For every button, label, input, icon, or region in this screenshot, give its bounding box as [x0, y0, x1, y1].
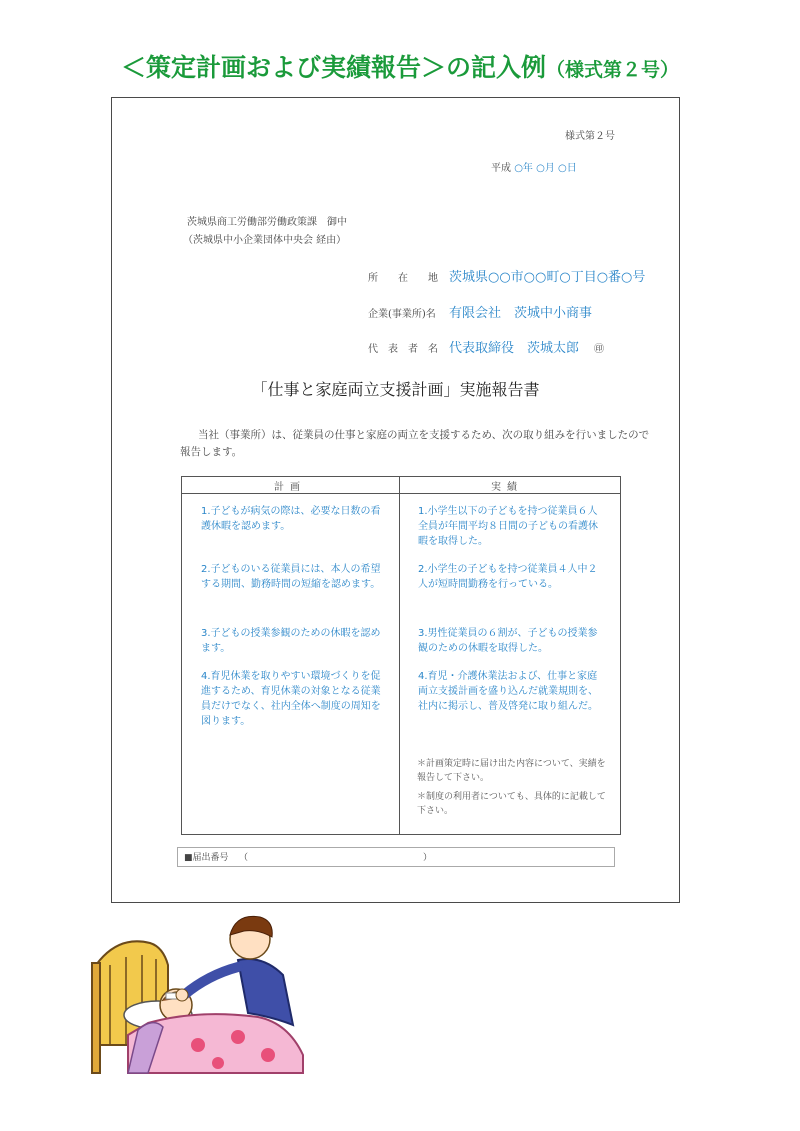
- notice-number-label: ■届出番号: [184, 853, 229, 863]
- report-form: [111, 97, 680, 903]
- table-divider: [399, 477, 400, 834]
- result-header: 実績: [491, 482, 523, 493]
- plan-item-4: 4.育児休業を取りやすい環境づくりを促進するため、育児休業の対象となる従業員だけでなく、社内全体へ制度の周知を図ります。: [201, 671, 381, 727]
- result-item-2: 2.小学生の子どもを持つ従業員４人中２人が短時間勤務を行っている。: [418, 564, 598, 590]
- notice-number-box: [177, 847, 615, 867]
- company-label: 企業(事業所)名: [368, 309, 436, 320]
- date-line: [491, 159, 577, 174]
- date-era: 平成: [491, 163, 511, 174]
- representative-value: 代表取締役 茨城太郎: [449, 341, 580, 356]
- plan-item-2: 2.子どものいる従業員には、本人の希望する期間、勤務時間の短縮を認めます。: [201, 564, 381, 590]
- heading-sub: （様式第２号）: [546, 59, 680, 81]
- result-item-1: 1.小学生以下の子どもを持つ従業員６人全員が年間平均８日間の子どもの看護休暇を取得した。: [418, 506, 598, 547]
- heading-main: ＜策定計画および実績報告＞の記入例: [120, 53, 546, 82]
- notice-open-paren: （: [239, 853, 249, 863]
- date-day: ○日: [558, 163, 577, 174]
- form-number: 様式第２号: [565, 131, 615, 142]
- page-heading: [0, 48, 800, 84]
- intro-text: 当社（事業所）は、従業員の仕事と家庭の両立を支援するため、次の取り組みを行いましたので報告します。: [180, 429, 650, 458]
- representative-label: 代 表 者 名: [368, 344, 438, 355]
- date-month: ○月: [536, 163, 555, 174]
- plan-header: 計画: [274, 482, 306, 493]
- plan-result-table: [181, 476, 621, 835]
- note-1: ＊計画策定時に届け出た内容について、実績を報告して下さい。: [417, 759, 606, 783]
- addressee-line1: 茨城県商工労働部労働政策課 御中: [187, 217, 347, 228]
- address-label: 所 在 地: [368, 273, 438, 284]
- sick-child-illustration: [88, 905, 318, 1075]
- report-title: 「仕事と家庭両立支援計画」実施報告書: [251, 380, 540, 399]
- seal-mark: ㊞: [594, 344, 604, 355]
- address-value: 茨城県○○市○○町○丁目○番○号: [449, 270, 646, 285]
- notice-close-paren: ）: [423, 853, 433, 863]
- result-item-3: 3.男性従業員の６割が、子どもの授業参観のための休暇を取得した。: [418, 628, 598, 654]
- table-header-rule: [182, 493, 620, 494]
- plan-item-3: 3.子どもの授業参観のための休暇を認めます。: [201, 628, 381, 654]
- addressee-line2: （茨城県中小企業団体中央会 経由）: [183, 235, 347, 246]
- date-year: ○年: [514, 163, 533, 174]
- result-item-4: 4.育児・介護休業法および、仕事と家庭両立支援計画を盛り込んだ就業規則を、社内に掲示し、普及啓発に取り組んだ。: [418, 671, 598, 712]
- company-value: 有限会社 茨城中小商事: [449, 306, 593, 321]
- note-2: ＊制度の利用者についても、具体的に記載して下さい。: [417, 792, 606, 816]
- plan-item-1: 1.子どもが病気の際は、必要な日数の看護休暇を認めます。: [201, 506, 381, 532]
